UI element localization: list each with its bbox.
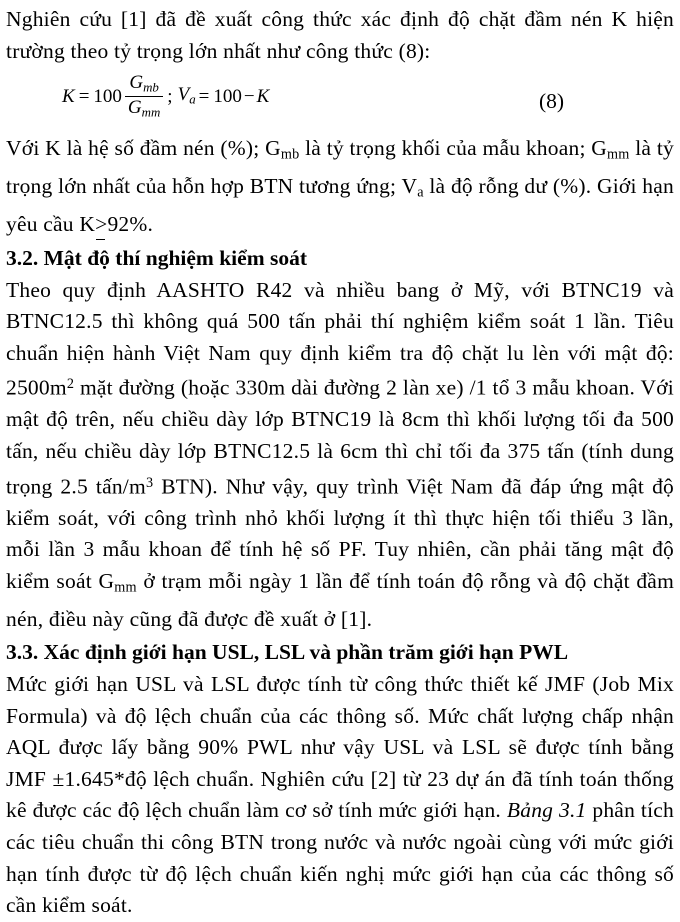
equation-minus-sign: − (243, 85, 255, 107)
sec32-text-1: Theo quy định AASHTO R42 và nhiều bang ở Mỹ, với BTNC19 và BTNC12.5 thì không quá 500 tấn phải thí nghiệm kiểm soát 1 lần. Tiêu chuẩn hiện hành Việt Nam quy định kiểm tra độ chặt lu lèn với mật độ: 2500m (6, 277, 674, 400)
def-text-1: Với K là hệ số đầm nén (%); G (6, 136, 281, 161)
sec32-text-2: mặt đường (hoặc 330m dài đường 2 làn xe) /1 tổ 3 mẫu khoan. Với mật độ trên, nếu chiều dày lớp BTNC19 là 8cm thì khối lượng tối đa 500 tấn, nếu chiều dày lớp BTNC12.5 là 6cm thì chỉ tối đa 375 tấn (tính dung trọng 2.5 tấn/m (6, 375, 674, 498)
equation-8-expression (62, 73, 269, 119)
greater-than-or-equal-symbol: > (95, 209, 107, 241)
paragraph-intro: Nghiên cứu [1] đã đề xuất công thức xác định độ chặt đầm nén K hiện trường theo tỷ trọng lớn nhất như công thức (8): (6, 7, 674, 63)
numerator-subscript: mb (143, 79, 159, 95)
equation-8-block (6, 69, 674, 131)
equation-fraction-numerator (125, 73, 163, 97)
equation-number: (8) (539, 89, 565, 114)
paragraph-variable-definitions (6, 133, 674, 241)
def-text-4: là độ rỗng dư (%). Giới hạn yêu cầu K (6, 174, 674, 237)
sec32-text-4: ở trạm mỗi ngày 1 lần để tính toán độ rỗng và độ chặt đầm nén, điều này cũng đã được đề xuất ở [1]. (6, 568, 675, 631)
def-text-5: 92%. (107, 212, 154, 237)
def-text-3: là tỷ trọng lớn nhất của hỗn hợp BTN tương ứng; V (6, 136, 674, 199)
denominator-subscript: mm (141, 104, 161, 120)
section-heading-3-3: 3.3. Xác định giới hạn USL, LSL và phần trăm giới hạn PWL (6, 640, 569, 665)
paragraph-section-3-2-body (6, 275, 674, 636)
second-variable-subscript: a (189, 92, 196, 108)
sec33-text-2: phân tích các tiêu chuẩn thi công BTN trong nước và nước ngoài cùng với mức giới hạn tính được từ độ lệch chuẩn kiến nghị mức giới hạn của các thông số cần kiểm soát. (6, 798, 674, 918)
equation-fraction (125, 73, 163, 119)
sec32-superscript-squared: 2 (66, 376, 75, 393)
sec33-text-1: Mức giới hạn USL và LSL được tính từ công thức thiết kế JMF (Job Mix Formula) và độ lệch chuẩn của các thông số. Mức chất lượng chấp nhận AQL được lấy bằng 90% PWL như vậy USL và LSL sẽ được tính bằng JMF ±1.645*độ lệch chuẩn. Nghiên cứu [2] từ 23 dự án đã tính toán thống kê được các độ lệch chuẩn làm cơ sở tính mức giới hạn. (6, 672, 674, 823)
numerator-base: G (129, 72, 144, 94)
equation-equals-sign: = (78, 85, 90, 107)
def-subscript-mm: mm (607, 146, 630, 163)
def-subscript-a: a (417, 184, 424, 201)
equation-second-coefficient: 100 (213, 85, 242, 107)
sec32-text-3: BTN). Như vậy, quy trình Việt Nam đã đáp ứng mật độ kiểm soát, với công trình nhỏ khối lượng ít thì thực hiện tối thiểu 3 lần, mỗi lần 3 mẫu khoan để tính hệ số PF. Tuy nhiên, cần phải tăng mật độ kiểm soát G (6, 473, 674, 593)
equation-lhs-variable: K (62, 85, 75, 107)
denominator-base: G (127, 96, 142, 118)
equation-second-rhs: K (256, 85, 270, 107)
second-variable-base: V (177, 84, 190, 106)
equation-coefficient: 100 (93, 85, 122, 107)
def-subscript-mb: mb (280, 146, 300, 163)
equation-second-equals-sign: = (198, 85, 210, 107)
sec32-subscript-mm: mm (114, 579, 137, 596)
equation-second-variable (178, 85, 196, 107)
sec32-superscript-cubed: 3 (145, 474, 154, 491)
def-text-2: là tỷ trọng khối của mẫu khoan; G (299, 136, 608, 161)
sec33-table-reference: Bảng 3.1 (506, 798, 587, 823)
section-heading-3-2: 3.2. Mật độ thí nghiệm kiểm soát (6, 246, 307, 271)
equation-separator: ; (167, 85, 173, 107)
equation-fraction-denominator (125, 97, 163, 120)
